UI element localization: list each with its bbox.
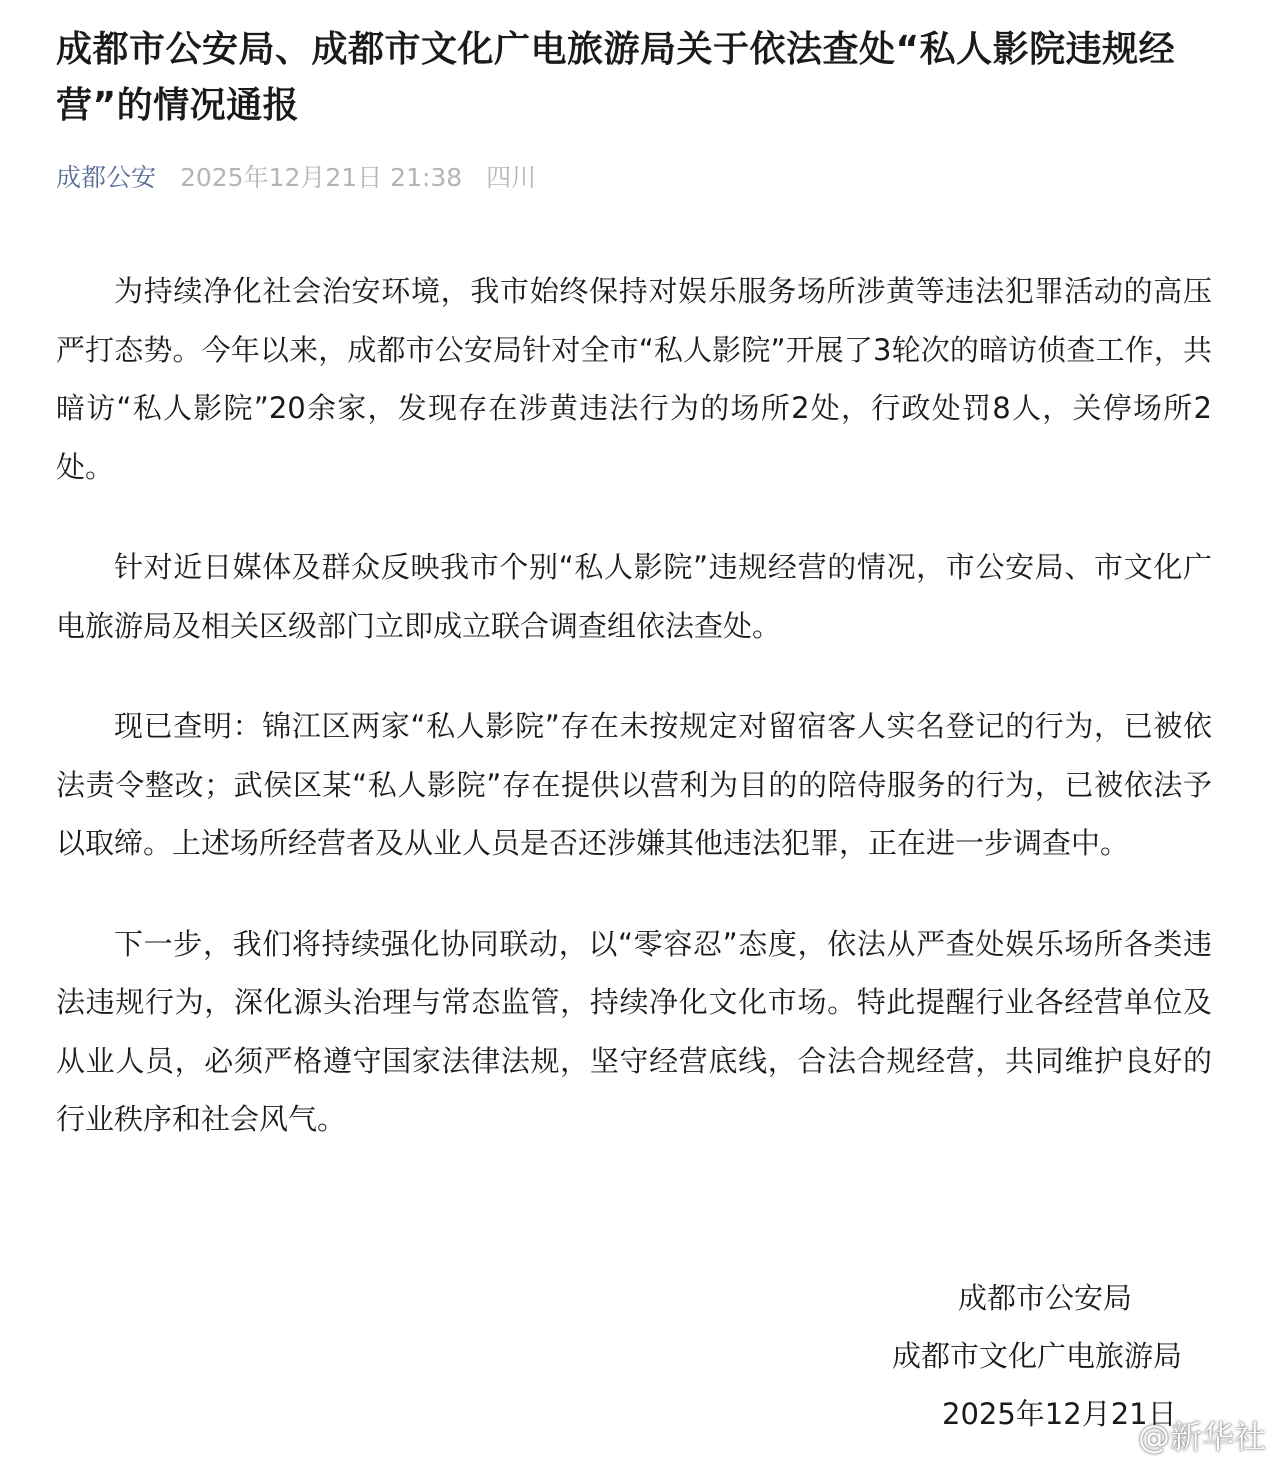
account-name-link[interactable]: 成都公安 [56,163,157,192]
paragraph: 现已查明：锦江区两家“私人影院”存在未按规定对留宿客人实名登记的行为，已被依法责令整改；武侯区某“私人影院”存在提供以营利为目的的陪侍服务的行为，已被依法予以取缔。上述场所经营者及从业人员是否还涉嫌其他违法犯罪，正在进一步调查中。 [56,709,1212,860]
article [56,0,1212,1191]
publish-location: 四川 [486,163,537,192]
signature-org-police: 成都市公安局 [958,1281,1133,1315]
weibo-icon [1104,1417,1138,1457]
watermark-text: @新华社 [1137,1418,1266,1456]
signature-org-culture: 成都市文化广电旅游局 [892,1339,1183,1373]
article-meta [56,160,1212,196]
article-title: 成都市公安局、成都市文化广电旅游局关于依法查处“私人影院违规经营”的情况通报 [56,29,1176,126]
paragraph: 针对近日媒体及群众反映我市个别“私人影院”违规经营的情况，市公安局、市文化广电旅游局及相关区级部门立即成立联合调查组依法查处。 [56,550,1212,643]
watermark [1104,1417,1266,1457]
publish-time: 2025年12月21日 21:38 [179,163,463,192]
article-body [56,262,1212,1149]
signature-date: 2025年12月21日 [942,1397,1177,1431]
paragraph: 为持续净化社会治安环境，我市始终保持对娱乐服务场所涉黄等违法犯罪活动的高压严打态势。今年以来，成都市公安局针对全市“私人影院”开展了3轮次的暗访侦查工作，共暗访“私人影院”20余家，发现存在涉黄违法行为的场所2处，行政处罚8人，关停场所2处。 [56,274,1212,484]
paragraph: 下一步，我们将持续强化协同联动，以“零容忍”态度，依法从严查处娱乐场所各类违法违规行为，深化源头治理与常态监管，持续净化文化市场。特此提醒行业各经营单位及从业人员，必须严格遵守国家法律法规，坚守经营底线，合法合规经营，共同维护良好的行业秩序和社会风气。 [56,926,1212,1136]
